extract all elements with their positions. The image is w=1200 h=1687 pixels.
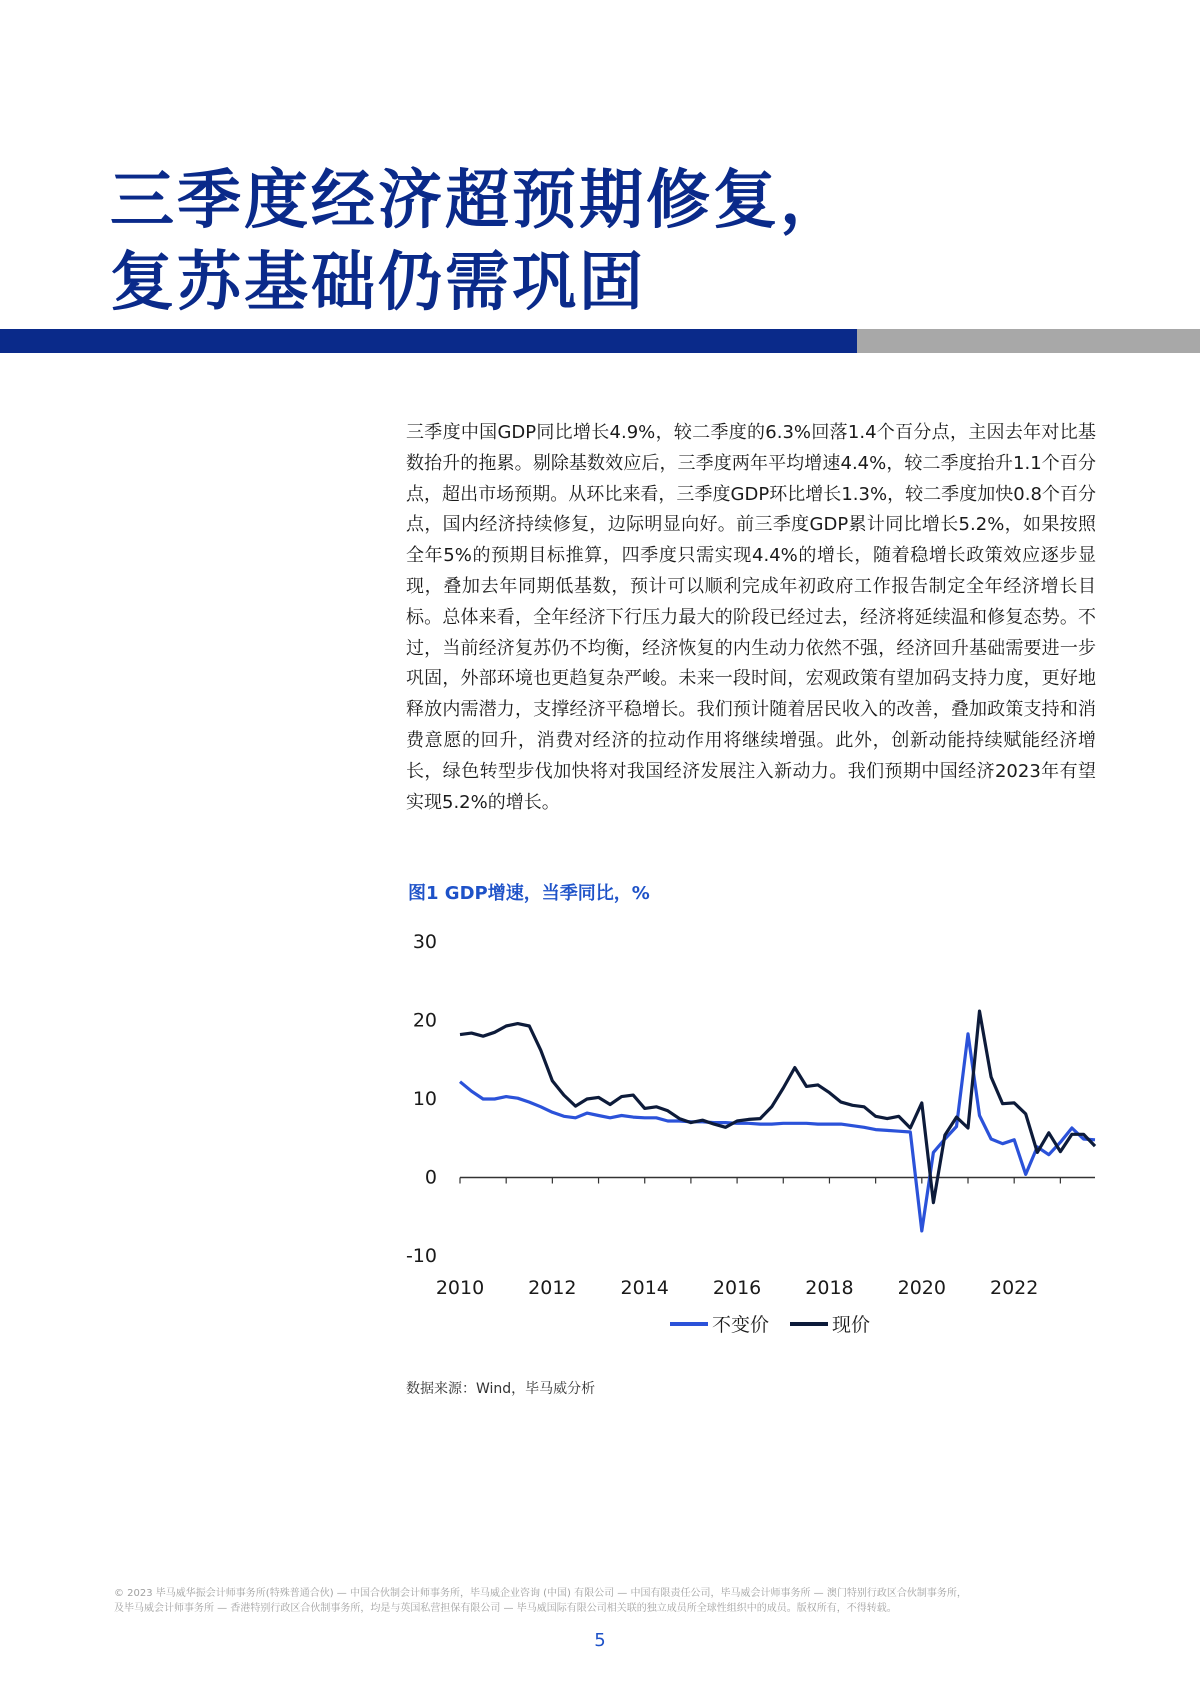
x-tick-label: 2014 — [620, 1277, 669, 1299]
x-tick-label: 2010 — [435, 1277, 485, 1299]
copyright-footer — [114, 1586, 1094, 1616]
y-tick-label: 0 — [424, 1166, 437, 1189]
x-axis-tick-marks — [460, 1178, 1060, 1184]
gdp-growth-chart — [395, 920, 1115, 1340]
x-axis-tick-labels — [436, 1277, 1039, 1299]
series-line-1 — [460, 1034, 1095, 1231]
title-divider-grey — [857, 329, 1200, 353]
source-note: 数据来源：Wind，毕马威分析 — [406, 1381, 596, 1397]
series-line-2 — [460, 1011, 1095, 1203]
y-tick-label: 20 — [412, 1009, 437, 1032]
page-title-line-2: 复苏基础仍需巩固 — [110, 246, 646, 320]
page-title-line-1: 三季度经济超预期修复， — [110, 164, 847, 238]
footer-line-2: 及毕马威会计师事务所 — 香港特别行政区合伙制事务所，均是与英国私营担保有限公司 — 毕马威国际有限公司相关联的独立成员所全球性组织中的成员。版权所有，不得转载。 — [114, 1603, 897, 1614]
x-tick-label: 2020 — [897, 1277, 946, 1299]
x-tick-label: 2016 — [712, 1277, 762, 1299]
body-paragraph: 三季度中国GDP同比增长4.9%，较二季度的6.3%回落1.4个百分点，主因去年对比基数抬升的拖累。剔除基数效应后，三季度两年平均增速4.4%，较二季度抬升1.1个百分点，超出市场预期。从环比来看，三季度GDP环比增长1.3%，较二季度加快0.8个百分点，国内经济持续修复，边际明显向好。前三季度GDP累计同比增长5.2%，如果按照全年5%的预期目标推算，四季度只需实现4.4%的增长，随着稳增长政策效应逐步显现，叠加去年同期低基数，预计可以顺利完成年初政府工作报告制定全年经济增长目标。总体来看，全年经济下行压力最大的阶段已经过去，经济将延续温和修复态势。不过，当前经济复苏仍不均衡，经济恢复的内生动力依然不强，经济回升基础需要进一步巩固，外部环境也更趋复杂严峻。未来一段时间，宏观政策有望加码支持力度，更好地释放内需潜力，支撑经济平稳增长。我们预计随着居民收入的改善，叠加政策支持和消费意愿的回升，消费对经济的拉动作用将继续增强。此外，创新动能持续赋能经济增长，绿色转型步伐加快将对我国经济发展注入新动力。我们预期中国经济2023年有望实现5.2%的增长。 — [406, 422, 1096, 813]
page-title — [110, 160, 847, 324]
title-divider-blue — [0, 329, 857, 353]
series-lines — [460, 1011, 1095, 1231]
legend-label-2: 现价 — [832, 1314, 871, 1336]
y-tick-label: 30 — [412, 931, 437, 953]
y-axis-tick-labels — [406, 931, 437, 1267]
x-tick-label: 2012 — [528, 1277, 577, 1299]
y-tick-label: -10 — [405, 1245, 437, 1267]
y-tick-label: 10 — [412, 1088, 437, 1110]
footer-line-1: © 2023 毕马威华振会计师事务所(特殊普通合伙) — 中国合伙制会计师事务所，毕马威企业咨询 (中国) 有限公司 — 中国有限责任公司，毕马威会计师事务所 — 澳门特别行政区合伙制事务所， — [114, 1588, 967, 1599]
legend-label-1: 不变价 — [712, 1314, 770, 1336]
x-tick-label: 2022 — [990, 1277, 1039, 1299]
figure-title: 图1 GDP增速，当季同比，% — [408, 883, 650, 904]
page-number: 5 — [594, 1630, 606, 1651]
chart-legend — [670, 1314, 870, 1336]
x-tick-label: 2018 — [805, 1277, 854, 1299]
